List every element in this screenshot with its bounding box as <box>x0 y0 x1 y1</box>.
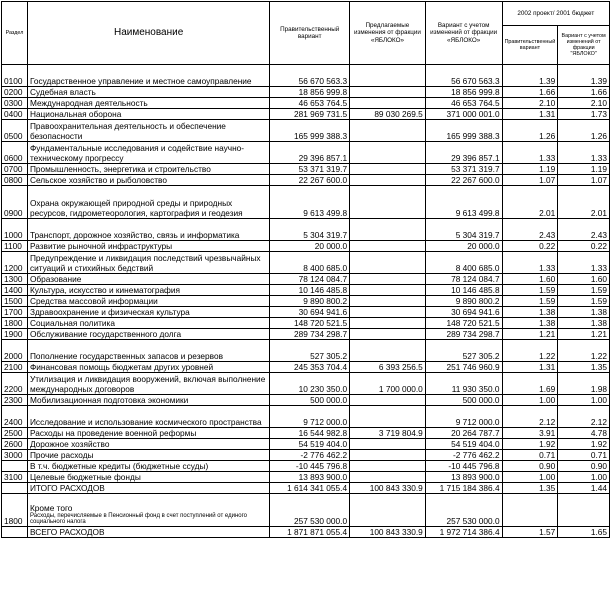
row-gov-value: 10 230 350.0 <box>270 373 350 395</box>
row-variant-value: 20 264 787.7 <box>425 428 502 439</box>
row-ratio-gov: 1.59 <box>502 296 558 307</box>
row-code: 1900 <box>2 329 28 340</box>
row-name: Исследование и использование космического пространства <box>27 406 269 428</box>
row-change-value: 100 843 330.9 <box>350 527 426 538</box>
row-ratio-variant: 1.39 <box>558 65 610 87</box>
row-ratio-gov: 1.31 <box>502 109 558 120</box>
row-change-value <box>350 406 426 428</box>
table-row <box>2 186 610 219</box>
row-name: Промышленность, энергетика и строительство <box>27 164 269 175</box>
row-ratio-gov: 1.33 <box>502 252 558 274</box>
table-row <box>2 307 610 318</box>
row-ratio-gov: 2.43 <box>502 219 558 241</box>
row-change-value <box>350 285 426 296</box>
row-gov-value: 9 613 499.8 <box>270 186 350 219</box>
row-ratio-gov: 2.10 <box>502 98 558 109</box>
row-gov-value: 257 530 000.0 <box>270 494 350 527</box>
row-ratio-variant: 1.66 <box>558 87 610 98</box>
row-gov-value: 527 305.2 <box>270 340 350 362</box>
row-change-value <box>350 318 426 329</box>
row-ratio-variant: 1.60 <box>558 274 610 285</box>
row-variant-value: 9 890 800.2 <box>425 296 502 307</box>
row-variant-value: 371 000 001.0 <box>425 109 502 120</box>
row-code <box>2 461 28 472</box>
row-ratio-variant: 0.71 <box>558 450 610 461</box>
row-ratio-variant: 1.73 <box>558 109 610 120</box>
row-name: Судебная власть <box>27 87 269 98</box>
row-ratio-gov: 1.38 <box>502 318 558 329</box>
row-code: 0900 <box>2 186 28 219</box>
row-code: 0800 <box>2 175 28 186</box>
row-change-value: 6 393 256.5 <box>350 362 426 373</box>
header-variant: Вариант с учетом изменений от фракции «ЯБЛОКО» <box>425 2 502 65</box>
row-change-value: 100 843 330.9 <box>350 483 426 494</box>
table-row <box>2 329 610 340</box>
row-change-value <box>350 164 426 175</box>
row-gov-value: 5 304 319.7 <box>270 219 350 241</box>
row-code: 1300 <box>2 274 28 285</box>
header-ratio-gov: Правительственный вариант <box>502 26 558 65</box>
row-code: 0400 <box>2 109 28 120</box>
row-name: Правоохранительная деятельность и обеспечение безопасности <box>27 120 269 142</box>
row-name: Национальная оборона <box>27 109 269 120</box>
row-change-value <box>350 87 426 98</box>
row-gov-value: 289 734 298.7 <box>270 329 350 340</box>
row-code: 0200 <box>2 87 28 98</box>
row-name: Целевые бюджетные фонды <box>27 472 269 483</box>
row-change-value <box>350 307 426 318</box>
row-ratio-gov: 1.22 <box>502 340 558 362</box>
budget-table <box>1 1 610 538</box>
row-name: Предупреждение и ликвидация последствий чрезвычайных ситуаций и стихийных бедствий <box>27 252 269 274</box>
header-gov: Правительственный вариант <box>270 2 350 65</box>
row-change-value <box>350 252 426 274</box>
row-variant-value: 1 972 714 386.4 <box>425 527 502 538</box>
row-ratio-variant: 1.22 <box>558 340 610 362</box>
row-name: Дорожное хозяйство <box>27 439 269 450</box>
table-row <box>2 175 610 186</box>
table-row <box>2 219 610 241</box>
row-change-value: 89 030 269.5 <box>350 109 426 120</box>
table-row <box>2 241 610 252</box>
table-row <box>2 439 610 450</box>
row-ratio-variant: 1.98 <box>558 373 610 395</box>
row-gov-value: 22 267 600.0 <box>270 175 350 186</box>
row-ratio-gov <box>502 494 558 527</box>
row-ratio-variant: 1.44 <box>558 483 610 494</box>
table-row <box>2 318 610 329</box>
row-variant-value: 11 930 350.0 <box>425 373 502 395</box>
row-code: 0700 <box>2 164 28 175</box>
row-ratio-variant: 1.38 <box>558 307 610 318</box>
table-row <box>2 65 610 87</box>
row-variant-value: 29 396 857.1 <box>425 142 502 164</box>
row-ratio-variant: 2.10 <box>558 98 610 109</box>
table-row <box>2 362 610 373</box>
row-variant-value: 46 653 764.5 <box>425 98 502 109</box>
row-gov-value: -2 776 462.2 <box>270 450 350 461</box>
row-code: 1100 <box>2 241 28 252</box>
row-gov-value: 20 000.0 <box>270 241 350 252</box>
table-row <box>2 109 610 120</box>
row-name: Мобилизационная подготовка экономики <box>27 395 269 406</box>
row-name: Утилизация и ликвидация вооружений, включая выполнение международных договоров <box>27 373 269 395</box>
row-ratio-gov: 1.31 <box>502 362 558 373</box>
row-ratio-variant: 4.78 <box>558 428 610 439</box>
row-gov-value: 54 519 404.0 <box>270 439 350 450</box>
row-name: Социальная политика <box>27 318 269 329</box>
row-gov-value: -10 445 796.8 <box>270 461 350 472</box>
row-ratio-gov: 3.91 <box>502 428 558 439</box>
row-name: ИТОГО РАСХОДОВ <box>27 483 269 494</box>
row-note-text: Расходы, перечисляемые в Пенсионный фонд в счет поступлений от единого социального налога <box>29 512 248 526</box>
table-row <box>2 395 610 406</box>
row-name: Государственное управление и местное самоуправление <box>27 65 269 87</box>
row-ratio-gov: 1.39 <box>502 65 558 87</box>
row-variant-value: 165 999 388.3 <box>425 120 502 142</box>
row-code: 0600 <box>2 142 28 164</box>
row-gov-value: 1 614 341 055.4 <box>270 483 350 494</box>
row-ratio-gov: 1.60 <box>502 274 558 285</box>
row-code: 2400 <box>2 406 28 428</box>
row-code: 3000 <box>2 450 28 461</box>
row-code: 1000 <box>2 219 28 241</box>
table-row <box>2 373 610 395</box>
row-name: Развитие рыночной инфраструктуры <box>27 241 269 252</box>
row-variant-value: 56 670 563.3 <box>425 65 502 87</box>
row-variant-value: 30 694 941.6 <box>425 307 502 318</box>
row-name: Пополнение государственных запасов и резервов <box>27 340 269 362</box>
row-variant-value: 13 893 900.0 <box>425 472 502 483</box>
row-name: Фундаментальные исследования и содействие научно-техническому прогрессу <box>27 142 269 164</box>
table-row <box>2 494 610 527</box>
row-gov-value: 9 712 000.0 <box>270 406 350 428</box>
row-ratio-gov: 1.57 <box>502 527 558 538</box>
row-variant-value: 53 371 319.7 <box>425 164 502 175</box>
row-change-value <box>350 296 426 307</box>
header-name: Наименование <box>27 2 269 65</box>
row-change-value <box>350 472 426 483</box>
row-ratio-variant: 1.33 <box>558 142 610 164</box>
row-code: 2500 <box>2 428 28 439</box>
row-code: 1500 <box>2 296 28 307</box>
row-gov-value: 30 694 941.6 <box>270 307 350 318</box>
row-ratio-gov: 1.33 <box>502 142 558 164</box>
row-gov-value: 148 720 521.5 <box>270 318 350 329</box>
row-gov-value: 1 871 871 055.4 <box>270 527 350 538</box>
row-ratio-variant: 1.59 <box>558 296 610 307</box>
row-variant-value: 8 400 685.0 <box>425 252 502 274</box>
row-variant-value: -2 776 462.2 <box>425 450 502 461</box>
row-code: 1800 <box>2 318 28 329</box>
table-row <box>2 252 610 274</box>
row-name: Сельское хозяйство и рыболовство <box>27 175 269 186</box>
row-code: 2200 <box>2 373 28 395</box>
row-name: Обслуживание государственного долга <box>27 329 269 340</box>
row-code: 2300 <box>2 395 28 406</box>
header-ratio-group: 2002 проект/ 2001 бюджет <box>502 2 609 26</box>
row-ratio-gov: 0.22 <box>502 241 558 252</box>
row-gov-value: 29 396 857.1 <box>270 142 350 164</box>
table-row <box>2 296 610 307</box>
row-name: Средства массовой информации <box>27 296 269 307</box>
row-code: 1400 <box>2 285 28 296</box>
row-change-value <box>350 98 426 109</box>
row-code: 0500 <box>2 120 28 142</box>
table-row <box>2 142 610 164</box>
row-name-text: Кроме того <box>29 502 73 513</box>
row-variant-value: 257 530 000.0 <box>425 494 502 527</box>
table-body <box>2 65 610 538</box>
row-ratio-gov: 1.69 <box>502 373 558 395</box>
row-change-value <box>350 241 426 252</box>
row-ratio-gov: 1.00 <box>502 472 558 483</box>
row-name: Расходы на проведение военной реформы <box>27 428 269 439</box>
row-ratio-gov: 1.92 <box>502 439 558 450</box>
row-ratio-variant: 1.35 <box>558 362 610 373</box>
header-ratio-variant: Вариант с учетом изменений от фракции "ЯБЛОКО" <box>558 26 610 65</box>
table-row <box>2 274 610 285</box>
table-row <box>2 120 610 142</box>
row-change-value <box>350 142 426 164</box>
row-ratio-variant: 0.90 <box>558 461 610 472</box>
row-code: 1700 <box>2 307 28 318</box>
row-variant-value: 1 715 184 386.4 <box>425 483 502 494</box>
row-ratio-gov: 1.66 <box>502 87 558 98</box>
table-row <box>2 87 610 98</box>
row-code: 2100 <box>2 362 28 373</box>
row-code: 0300 <box>2 98 28 109</box>
row-variant-value: 148 720 521.5 <box>425 318 502 329</box>
table-row <box>2 98 610 109</box>
row-variant-value: 289 734 298.7 <box>425 329 502 340</box>
row-ratio-gov: 1.59 <box>502 285 558 296</box>
row-name: В т.ч. бюджетные кредиты (бюджетные ссуды) <box>27 461 269 472</box>
row-ratio-variant: 1.00 <box>558 472 610 483</box>
row-ratio-variant: 1.00 <box>558 395 610 406</box>
row-gov-value: 165 999 388.3 <box>270 120 350 142</box>
row-change-value <box>350 340 426 362</box>
row-ratio-variant: 1.65 <box>558 527 610 538</box>
row-ratio-variant: 2.01 <box>558 186 610 219</box>
row-change-value <box>350 329 426 340</box>
row-code: 0100 <box>2 65 28 87</box>
table-row <box>2 428 610 439</box>
row-ratio-gov: 1.19 <box>502 164 558 175</box>
row-gov-value: 18 856 999.8 <box>270 87 350 98</box>
row-change-value <box>350 439 426 450</box>
row-variant-value: 20 000.0 <box>425 241 502 252</box>
row-variant-value: 54 519 404.0 <box>425 439 502 450</box>
row-change-value <box>350 395 426 406</box>
row-name: ВСЕГО РАСХОДОВ <box>27 527 269 538</box>
table-row <box>2 461 610 472</box>
row-gov-value: 8 400 685.0 <box>270 252 350 274</box>
row-ratio-gov: 1.00 <box>502 395 558 406</box>
table-row <box>2 527 610 538</box>
row-name: Охрана окружающей природной среды и природных ресурсов, гидрометеорология, картография и геодезия <box>27 186 269 219</box>
row-gov-value: 56 670 563.3 <box>270 65 350 87</box>
row-change-value: 3 719 804.9 <box>350 428 426 439</box>
row-change-value <box>350 450 426 461</box>
row-code: 1800 <box>2 494 28 527</box>
row-ratio-variant: 2.43 <box>558 219 610 241</box>
row-ratio-gov: 1.21 <box>502 329 558 340</box>
row-ratio-variant: 1.33 <box>558 252 610 274</box>
row-gov-value: 245 353 704.4 <box>270 362 350 373</box>
row-ratio-gov: 0.90 <box>502 461 558 472</box>
row-gov-value: 53 371 319.7 <box>270 164 350 175</box>
header-razdel: Раздел <box>2 2 28 65</box>
row-change-value <box>350 274 426 285</box>
row-name: Здравоохранение и физическая культура <box>27 307 269 318</box>
row-variant-value: 9 613 499.8 <box>425 186 502 219</box>
row-ratio-variant: 1.26 <box>558 120 610 142</box>
row-gov-value: 78 124 084.7 <box>270 274 350 285</box>
row-gov-value: 16 544 982.8 <box>270 428 350 439</box>
row-code <box>2 483 28 494</box>
row-ratio-gov: 1.38 <box>502 307 558 318</box>
table-row <box>2 406 610 428</box>
row-change-value <box>350 186 426 219</box>
row-name: Финансовая помощь бюджетам других уровней <box>27 362 269 373</box>
table-row <box>2 472 610 483</box>
row-ratio-variant: 2.12 <box>558 406 610 428</box>
row-ratio-variant: 1.07 <box>558 175 610 186</box>
row-gov-value: 500 000.0 <box>270 395 350 406</box>
row-ratio-variant: 1.59 <box>558 285 610 296</box>
row-ratio-variant: 1.92 <box>558 439 610 450</box>
row-variant-value: 251 746 960.9 <box>425 362 502 373</box>
row-variant-value: 10 146 485.8 <box>425 285 502 296</box>
row-variant-value: 22 267 600.0 <box>425 175 502 186</box>
table-row <box>2 450 610 461</box>
row-ratio-variant <box>558 494 610 527</box>
row-change-value <box>350 219 426 241</box>
row-variant-value: 18 856 999.8 <box>425 87 502 98</box>
row-code <box>2 527 28 538</box>
row-change-value: 1 700 000.0 <box>350 373 426 395</box>
header-proposals: Предлагаемые изменения от фракции «ЯБЛОКО» <box>350 2 426 65</box>
row-name: Прочие расходы <box>27 450 269 461</box>
table-row <box>2 483 610 494</box>
row-gov-value: 281 969 731.5 <box>270 109 350 120</box>
row-ratio-variant: 1.21 <box>558 329 610 340</box>
row-gov-value: 46 653 764.5 <box>270 98 350 109</box>
row-variant-value: 500 000.0 <box>425 395 502 406</box>
row-change-value <box>350 65 426 87</box>
row-ratio-gov: 1.35 <box>502 483 558 494</box>
row-gov-value: 10 146 485.8 <box>270 285 350 296</box>
row-change-value <box>350 494 426 527</box>
row-change-value <box>350 461 426 472</box>
row-change-value <box>350 120 426 142</box>
row-code: 3100 <box>2 472 28 483</box>
row-ratio-variant: 0.22 <box>558 241 610 252</box>
row-name: Образование <box>27 274 269 285</box>
table-row <box>2 285 610 296</box>
row-ratio-gov: 2.12 <box>502 406 558 428</box>
row-code: 1200 <box>2 252 28 274</box>
row-gov-value: 9 890 800.2 <box>270 296 350 307</box>
row-code: 2600 <box>2 439 28 450</box>
row-ratio-gov: 0.71 <box>502 450 558 461</box>
row-ratio-variant: 1.19 <box>558 164 610 175</box>
row-ratio-variant: 1.38 <box>558 318 610 329</box>
row-variant-value: -10 445 796.8 <box>425 461 502 472</box>
table-row <box>2 164 610 175</box>
row-name: Культура, искусство и кинематография <box>27 285 269 296</box>
row-ratio-gov: 2.01 <box>502 186 558 219</box>
row-variant-value: 9 712 000.0 <box>425 406 502 428</box>
table-row <box>2 340 610 362</box>
row-name <box>27 494 269 527</box>
row-gov-value: 13 893 900.0 <box>270 472 350 483</box>
row-ratio-gov: 1.07 <box>502 175 558 186</box>
row-variant-value: 5 304 319.7 <box>425 219 502 241</box>
row-name: Транспорт, дорожное хозяйство, связь и информатика <box>27 219 269 241</box>
row-change-value <box>350 175 426 186</box>
row-name: Международная деятельность <box>27 98 269 109</box>
row-variant-value: 527 305.2 <box>425 340 502 362</box>
row-ratio-gov: 1.26 <box>502 120 558 142</box>
row-code: 2000 <box>2 340 28 362</box>
row-variant-value: 78 124 084.7 <box>425 274 502 285</box>
